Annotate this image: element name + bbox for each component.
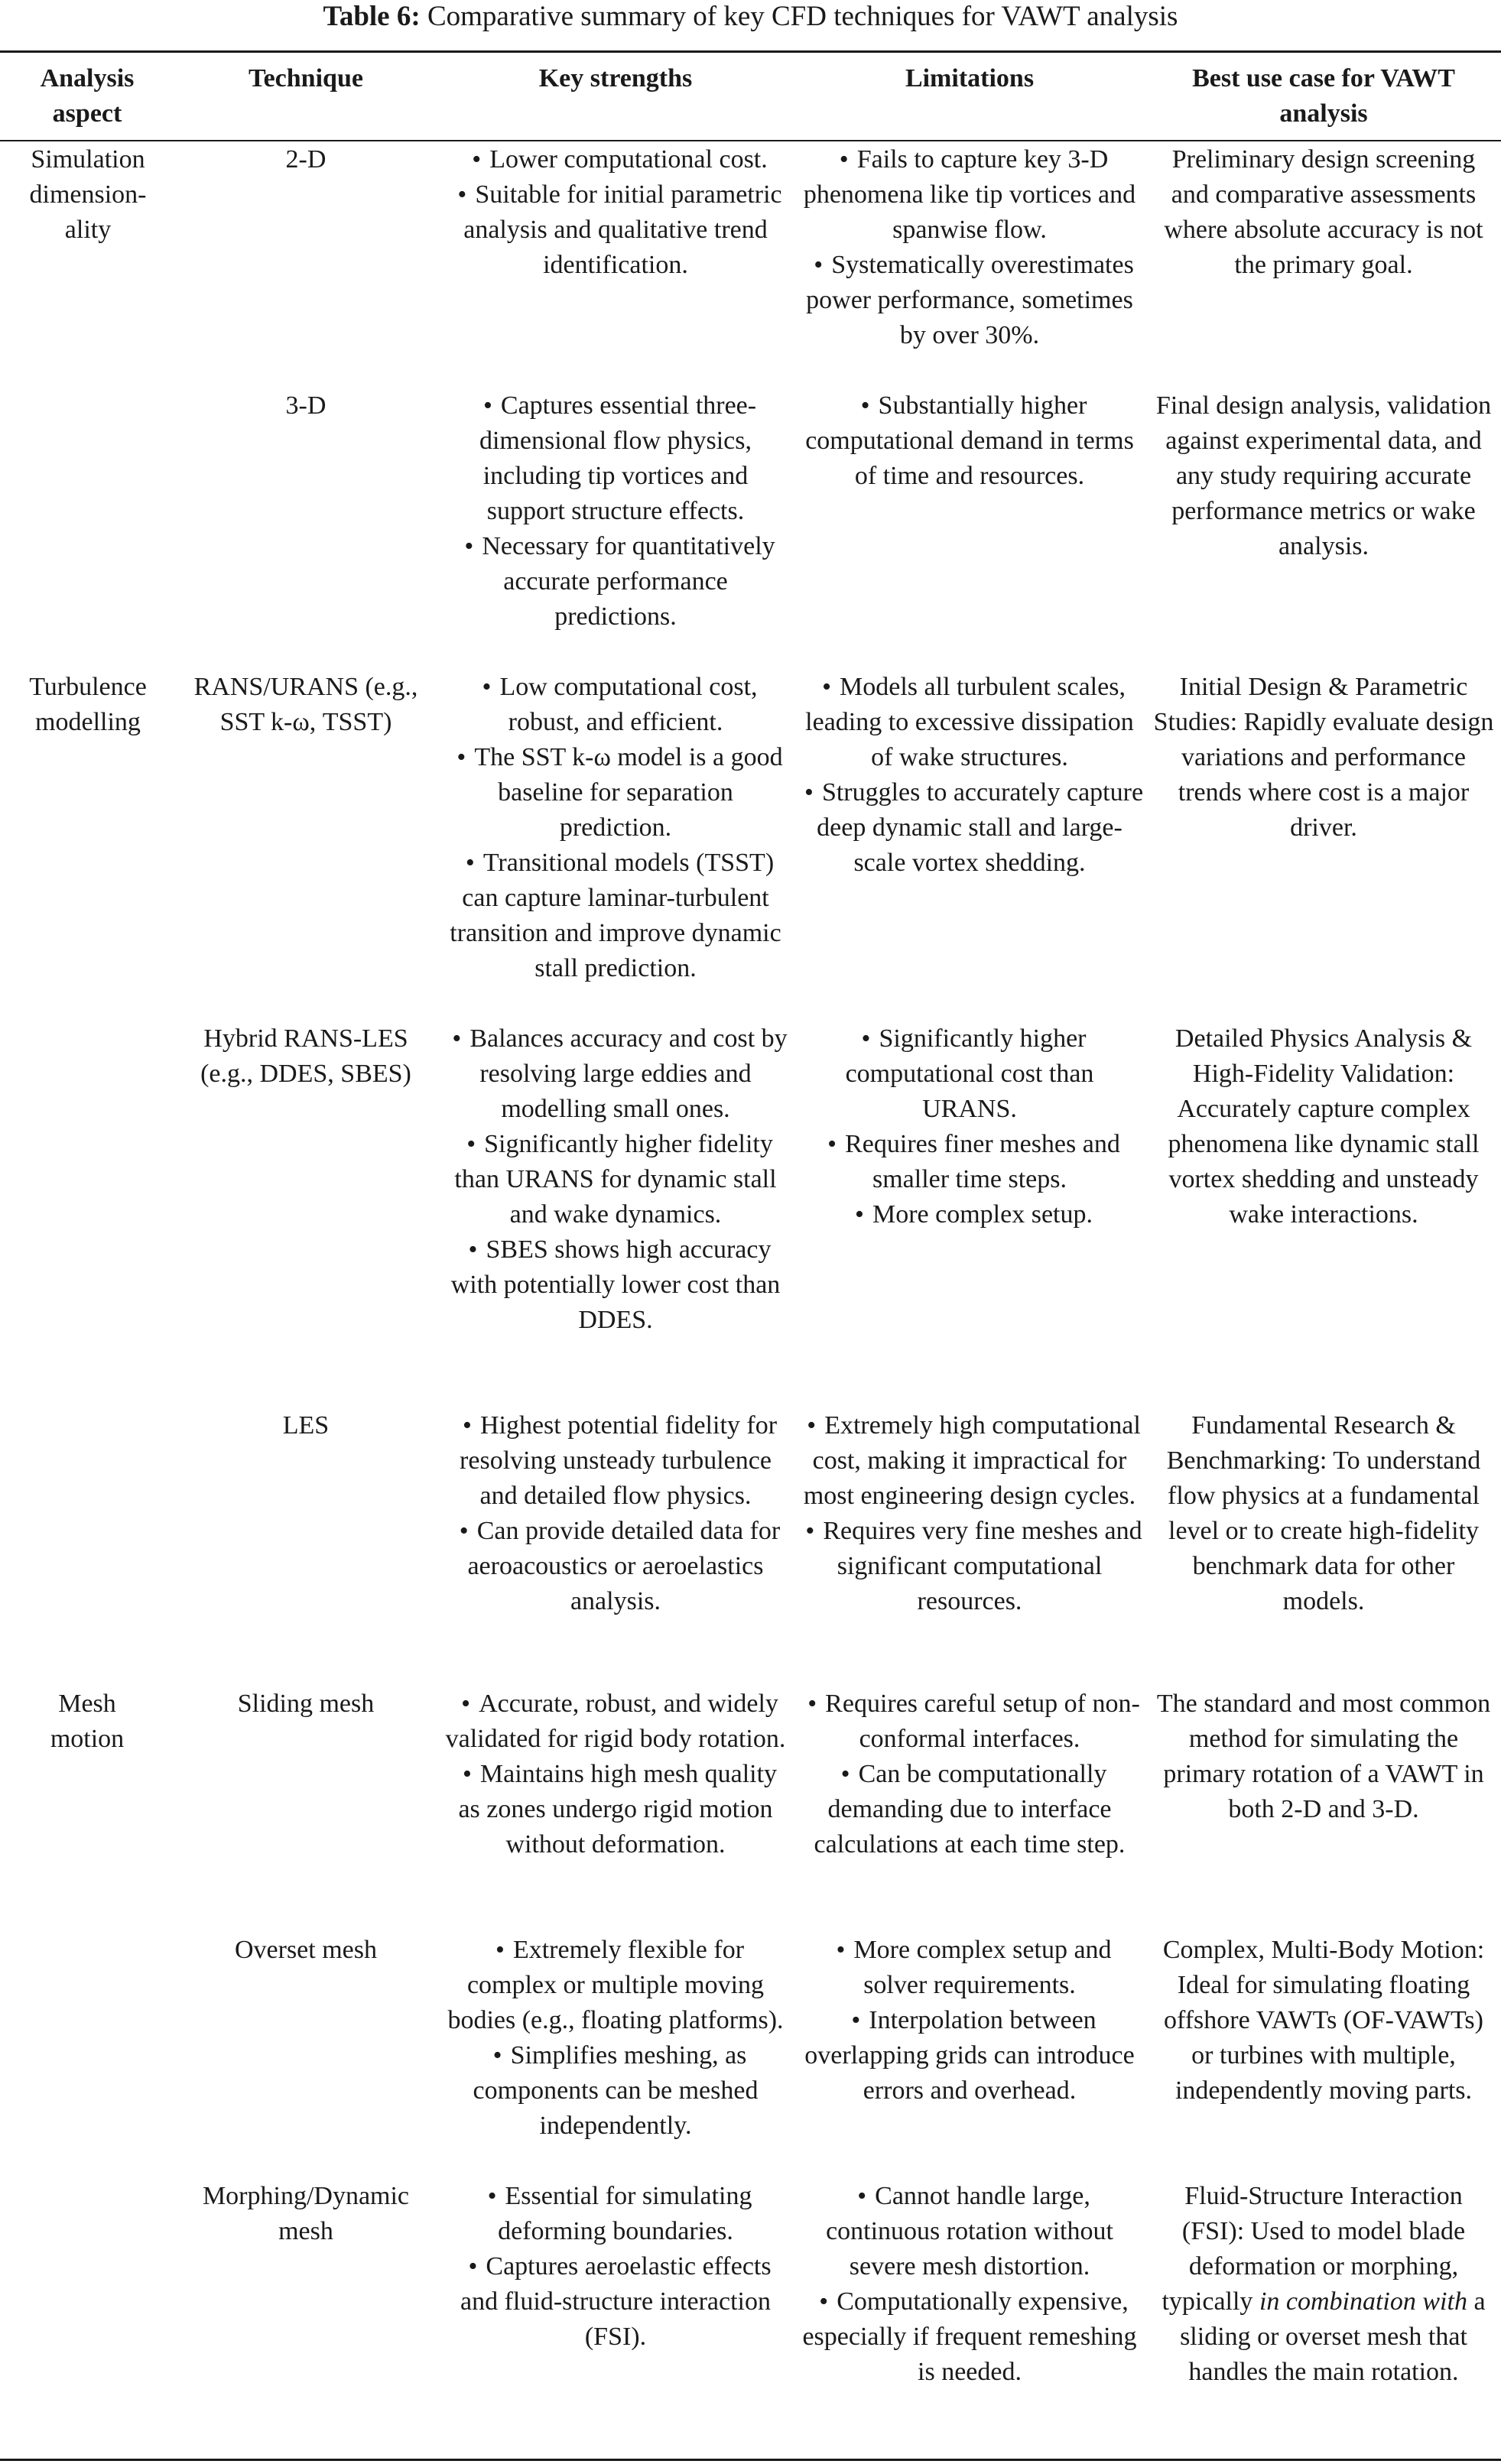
bullet-icon: • xyxy=(482,391,492,420)
limitations-list xyxy=(795,388,1144,494)
strength-item: • Accurate, robust, and widely validated for rigid body rotation. xyxy=(443,1686,788,1757)
strength-item: • Captures essential three-dimensional flow physics, including tip vortices and support structure effects. xyxy=(443,388,788,529)
bullet-icon: • xyxy=(464,532,474,560)
bullet-icon: • xyxy=(807,1411,817,1440)
strength-item: • Low computational cost, robust, and efficient. xyxy=(443,670,788,740)
limitations-list xyxy=(795,1933,1144,2109)
technique-les: LES xyxy=(282,1411,330,1440)
limitation-item: • More complex setup. xyxy=(795,1197,1144,1232)
strength-item: • Transitional models (TSST) can capture laminar-turbulent transition and improve dynamic stall prediction. xyxy=(443,846,788,986)
aspect-turbulence-modelling: Turbulence modelling xyxy=(29,673,147,736)
caption-label: Table 6: xyxy=(323,1,421,32)
best-use-sliding-mesh: The standard and most common method for simulating the primary rotation of a VAWT in both 2-D and 3-D. xyxy=(1156,1690,1491,1823)
bullet-icon: • xyxy=(463,1411,472,1440)
best-use-morphing-dynamic-mesh: Fluid-Structure Interaction (FSI): Used to model blade deformation or morphing, typically in combination with a sliding or overset mesh that handles the main rotation. xyxy=(1161,2182,1486,2386)
limitation-item: • Requires very fine meshes and significant computational resources. xyxy=(795,1514,1144,1619)
limitations-les xyxy=(795,1408,1144,1619)
header-rule xyxy=(0,140,1501,141)
bullet-icon: • xyxy=(468,2252,478,2281)
technique-morphing-dynamic-mesh: Morphing/Dynamic mesh xyxy=(202,2182,410,2245)
strengths-rans-urans xyxy=(443,670,788,986)
bullet-icon: • xyxy=(472,145,482,174)
bullet-icon: • xyxy=(819,2287,829,2316)
bullet-icon: • xyxy=(466,1130,476,1158)
strength-item: • Maintains high mesh quality as zones undergo rigid motion without deformation. xyxy=(443,1757,788,1862)
limitations-list xyxy=(795,670,1144,881)
bullet-icon: • xyxy=(461,1690,471,1718)
technique-hybrid-rans-les: Hybrid RANS-LES (e.g., DDES, SBES) xyxy=(200,1024,411,1088)
strengths-morphing-dynamic-mesh xyxy=(443,2179,788,2355)
limitation-item: • Computationally expensive, especially if frequent remeshing is needed. xyxy=(795,2284,1144,2390)
bullet-icon: • xyxy=(855,1200,864,1229)
strength-item: • Significantly higher fidelity than URANS for dynamic stall and wake dynamics. xyxy=(443,1127,788,1232)
bullet-icon: • xyxy=(822,673,831,701)
strength-item: • Essential for simulating deforming boundaries. xyxy=(443,2179,788,2249)
limitation-item: • Requires finer meshes and smaller time steps. xyxy=(795,1127,1144,1197)
limitations-list xyxy=(795,1686,1144,1862)
best-use-rans-urans: Initial Design & Parametric Studies: Rapidly evaluate design variations and performance trends where cost is a major driver. xyxy=(1153,673,1494,842)
bullet-icon: • xyxy=(465,849,475,877)
best-use-2d: Preliminary design screening and comparative assessments where absolute accuracy is not the primary goal. xyxy=(1164,145,1483,279)
limitation-item: • Systematically overestimates power performance, sometimes by over 30%. xyxy=(795,248,1144,353)
strengths-hybrid-rans-les xyxy=(443,1021,788,1338)
header-limitations: Limitations xyxy=(905,64,1035,93)
strength-item: • Extremely flexible for complex or multiple moving bodies (e.g., floating platforms). xyxy=(443,1933,788,2038)
strength-item: • Lower computational cost. xyxy=(443,142,788,177)
bullet-icon: • xyxy=(836,1936,846,1964)
limitation-item: • Cannot handle large, continuous rotation without severe mesh distortion. xyxy=(795,2179,1144,2284)
bullet-icon: • xyxy=(805,1517,815,1545)
limitations-list xyxy=(795,1408,1144,1619)
limitations-list xyxy=(795,1021,1144,1232)
header-key-strengths: Key strengths xyxy=(538,64,693,93)
strengths-list xyxy=(443,1408,788,1619)
limitation-item: • Can be computationally demanding due to interface calculations at each time step. xyxy=(795,1757,1144,1862)
strengths-overset-mesh xyxy=(443,1933,788,2144)
limitation-item: • Struggles to accurately capture deep dynamic stall and large-scale vortex shedding. xyxy=(795,775,1144,881)
bullet-icon: • xyxy=(851,2006,861,2034)
strength-item: • Highest potential fidelity for resolving unsteady turbulence and detailed flow physics. xyxy=(443,1408,788,1514)
bullet-icon: • xyxy=(457,180,467,209)
strengths-list xyxy=(443,670,788,986)
bullet-icon: • xyxy=(857,2182,867,2210)
bullet-icon: • xyxy=(492,2041,502,2070)
technique-2d: 2-D xyxy=(285,145,327,174)
strength-item: • Suitable for initial parametric analysis and qualitative trend identification. xyxy=(443,177,788,283)
strength-item: • Simplifies meshing, as components can be meshed independently. xyxy=(443,2038,788,2144)
strengths-list xyxy=(443,2179,788,2355)
limitation-item: • More complex setup and solver requirements. xyxy=(795,1933,1144,2003)
bullet-icon: • xyxy=(482,673,492,701)
bullet-icon: • xyxy=(459,1517,469,1545)
bullet-icon: • xyxy=(495,1936,505,1964)
bullet-icon: • xyxy=(487,2182,497,2210)
strength-item: • Can provide detailed data for aeroacoustics or aeroelastics analysis. xyxy=(443,1514,788,1619)
strength-item: • Necessary for quantitatively accurate performance predictions. xyxy=(443,529,788,635)
bullet-icon: • xyxy=(468,1235,478,1264)
bullet-icon: • xyxy=(814,251,824,279)
table-caption xyxy=(0,2,1501,32)
aspect-mesh-motion: Mesh motion xyxy=(50,1690,125,1753)
limitations-list xyxy=(795,2179,1144,2390)
technique-overset-mesh: Overset mesh xyxy=(234,1936,377,1964)
strengths-list xyxy=(443,1933,788,2144)
header-best-use: Best use case for VAWT analysis xyxy=(1192,64,1455,128)
strength-item: • The SST k-ω model is a good baseline for separation prediction. xyxy=(443,740,788,846)
bullet-icon: • xyxy=(807,1690,817,1718)
caption-text: Comparative summary of key CFD techniques for VAWT analysis xyxy=(427,1,1178,32)
limitations-sliding-mesh xyxy=(795,1686,1144,1862)
limitation-item: • Requires careful setup of non-conformal interfaces. xyxy=(795,1686,1144,1757)
bullet-icon: • xyxy=(861,1024,871,1053)
best-use-overset-mesh: Complex, Multi-Body Motion: Ideal for simulating floating offshore VAWTs (OF-VAWTs) or turbines with multiple, independently moving parts. xyxy=(1162,1936,1485,2105)
bullet-icon: • xyxy=(462,1760,472,1788)
top-rule xyxy=(0,50,1501,53)
strengths-list xyxy=(443,388,788,635)
strength-item: • Captures aeroelastic effects and fluid-structure interaction (FSI). xyxy=(443,2249,788,2355)
limitations-morphing-dynamic-mesh xyxy=(795,2179,1144,2390)
aspect-simulation-dimensionality: Simulation dimension-ality xyxy=(29,145,147,244)
limitations-list xyxy=(795,142,1144,353)
emphasis-text: in combination with xyxy=(1259,2287,1467,2316)
strengths-3d xyxy=(443,388,788,635)
strengths-list xyxy=(443,1686,788,1862)
limitation-item: • Interpolation between overlapping grids can introduce errors and overhead. xyxy=(795,2003,1144,2109)
technique-3d: 3-D xyxy=(285,391,327,420)
limitations-rans-urans xyxy=(795,670,1144,881)
bullet-icon: • xyxy=(827,1130,837,1158)
strength-item: • SBES shows high accuracy with potentially lower cost than DDES. xyxy=(443,1232,788,1338)
strengths-list xyxy=(443,142,788,283)
limitation-item: • Fails to capture key 3-D phenomena like tip vortices and spanwise flow. xyxy=(795,142,1144,248)
header-analysis-aspect: Analysis aspect xyxy=(40,64,135,128)
limitations-hybrid-rans-les xyxy=(795,1021,1144,1232)
strength-item: • Balances accuracy and cost by resolving large eddies and modelling small ones. xyxy=(443,1021,788,1127)
bullet-icon: • xyxy=(840,1760,850,1788)
limitations-2d xyxy=(795,142,1144,353)
limitation-item: • Extremely high computational cost, making it impractical for most engineering design cycles. xyxy=(795,1408,1144,1514)
header-technique: Technique xyxy=(249,64,363,93)
limitations-3d xyxy=(795,388,1144,494)
limitation-item: • Significantly higher computational cost than URANS. xyxy=(795,1021,1144,1127)
limitation-item: • Substantially higher computational demand in terms of time and resources. xyxy=(795,388,1144,494)
best-use-les: Fundamental Research & Benchmarking: To understand flow physics at a fundamental level or to create high-fidelity benchmark data for other models. xyxy=(1166,1411,1481,1615)
technique-rans-urans: RANS/URANS (e.g., SST k-ω, TSST) xyxy=(193,673,418,736)
best-use-hybrid-rans-les: Detailed Physics Analysis & High-Fidelity Validation: Accurately capture complex phenomena like dynamic stall vortex shedding and unsteady wake interactions. xyxy=(1168,1024,1480,1229)
bottom-rule xyxy=(0,2459,1501,2461)
best-use-3d: Final design analysis, validation against experimental data, and any study requiring accurate performance metrics or wake analysis. xyxy=(1155,391,1492,560)
limitation-item: • Models all turbulent scales, leading to excessive dissipation of wake structures. xyxy=(795,670,1144,775)
bullet-icon: • xyxy=(456,743,466,771)
bullet-icon: • xyxy=(804,778,814,807)
strengths-sliding-mesh xyxy=(443,1686,788,1862)
bullet-icon: • xyxy=(839,145,849,174)
strengths-2d xyxy=(443,142,788,283)
technique-sliding-mesh: Sliding mesh xyxy=(237,1690,375,1718)
limitations-overset-mesh xyxy=(795,1933,1144,2109)
bullet-icon: • xyxy=(452,1024,462,1053)
strengths-list xyxy=(443,1021,788,1338)
strengths-les xyxy=(443,1408,788,1619)
bullet-icon: • xyxy=(860,391,870,420)
